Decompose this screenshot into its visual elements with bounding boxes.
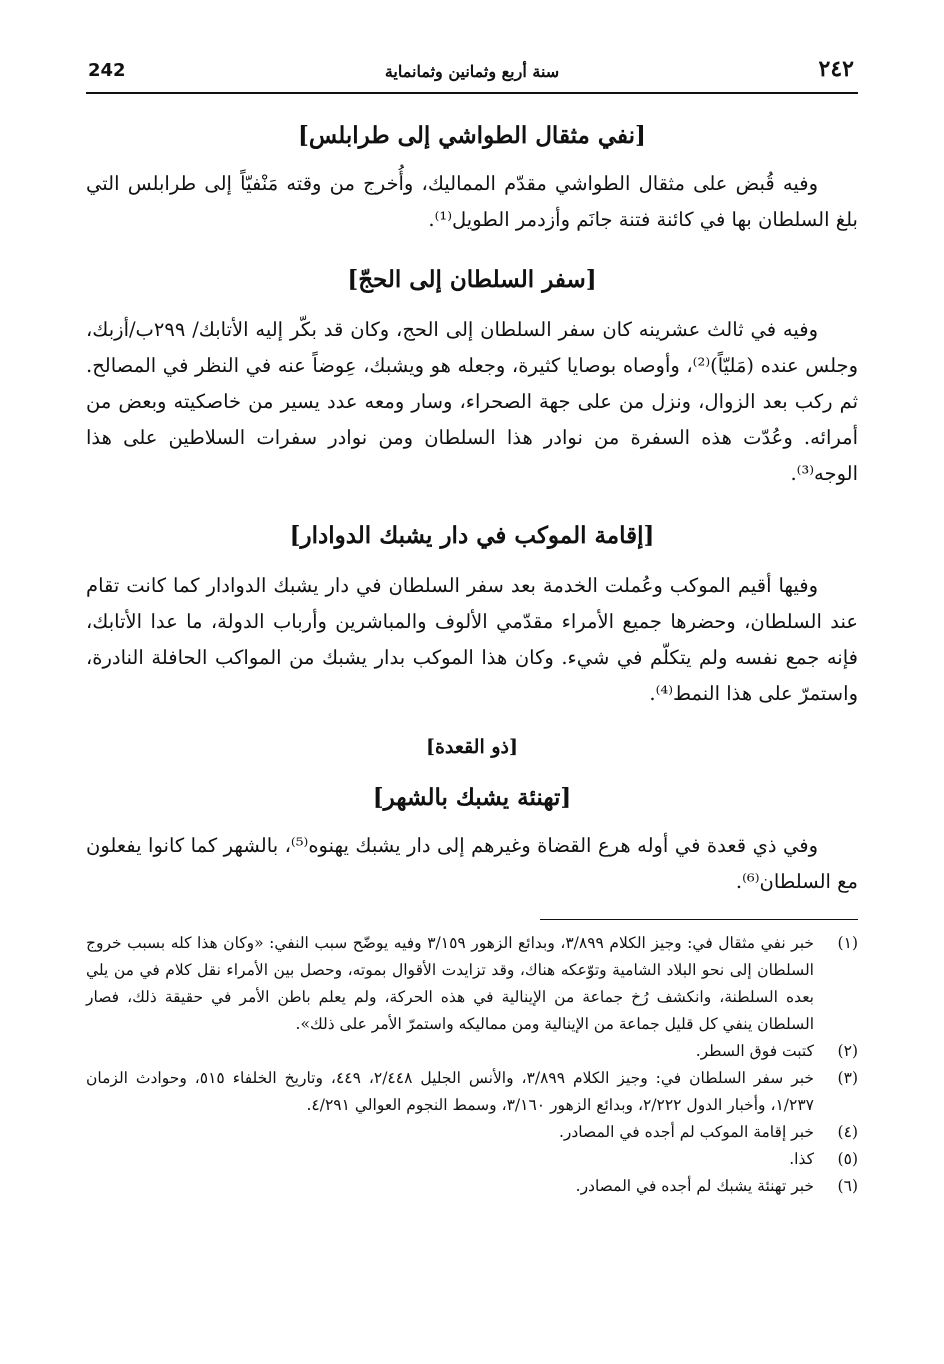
footnote-text: كتبت فوق السطر.	[695, 1042, 814, 1060]
footnote-text: كذا.	[789, 1150, 814, 1168]
section-paragraph: وفيه في ثالث عشرينه كان سفر السلطان إلى الحج، وكان قد بكّر إليه الأتابك/ ٢٩٩ب/أزبك، وجلس عنده (مَليّاً)⁽²⁾، وأوصاه بوصايا كثيرة، وجعله هو ويشبك، عِوضاً عنه في النظر في المصالح. ثم ركب بعد الزوال، ونزل من على جهة الصحراء، وسار ومعه عدد يسير من خاصكيته وبعض من أمرائه. وعُدّت هذه السفرة من نوادر هذا السلطان ومن نوادر سفرات السلاطين على هذا الوجه⁽³⁾.	[86, 318, 859, 485]
footnote	[86, 930, 858, 1038]
footnote-number: (٥)	[837, 1150, 858, 1168]
section-procession	[86, 514, 858, 712]
footnote-text: خبر تهنئة يشبك لم أجده في المصادر.	[575, 1177, 814, 1195]
footnote	[86, 1065, 858, 1119]
running-head	[86, 52, 858, 94]
section-paragraph: وفيه قُبض على مثقال الطواشي مقدّم المماليك، وأُخرج من وقته مَنْفيّاً إلى طرابلس التي بلغ السلطان بها في كائنة فتنة جانَم وأزدمر الطويل⁽¹⁾.	[86, 172, 858, 231]
section-hajj	[86, 258, 858, 492]
footnote	[86, 1119, 858, 1146]
section-congratulation	[86, 778, 858, 900]
footnote-separator	[540, 919, 858, 920]
footnote-text: خبر سفر السلطان في: وجيز الكلام ٣/٨٩٩، والأنس الجليل ٢/٤٤٨، ٤٤٩، وتاريخ الخلفاء ٥١٥، وحوادث الزمان ١/٢٣٧، وأخبار الدول ٢/٢٢٢، وبدائع الزهور ٣/١٦٠، وسمط النجوم العوالي ٤/٢٩١.	[86, 1069, 814, 1114]
footnote-number: (٣)	[837, 1069, 858, 1087]
section-heading: [سفر السلطان إلى الحجّ]	[347, 266, 597, 293]
footnotes	[86, 930, 858, 1200]
footnote-text: خبر إقامة الموكب لم أجده في المصادر.	[558, 1123, 814, 1141]
section-heading: [ذو القعدة]	[425, 736, 518, 758]
footnote	[86, 1146, 858, 1173]
footnote-number: (٤)	[837, 1123, 858, 1141]
page	[86, 52, 858, 1352]
footnote-number: (١)	[837, 934, 858, 952]
section-month	[86, 730, 858, 764]
page-number-latin: 242	[88, 60, 126, 81]
footnote-number: (٢)	[837, 1042, 858, 1060]
footnote	[86, 1038, 858, 1065]
footnote-text: خبر نفي مثقال في: وجيز الكلام ٣/٨٩٩، وبدائع الزهور ٣/١٥٩ وفيه يوضّح سبب النفي: «وكان هذا كله بسبب خروج السلطان إلى نحو البلاد الشامية وتوّعكه هناك، وقد تزايدت الأقوال بموته، وحصل بين الأمراء نقل كلام في من يلي بعده السلطنة، وانكشف رُخ جماعة من الإينالية في هذه الحركة، ولم يعلم باطن الأمر في حقيقة ذلك، فصار السلطان ينفي كل قليل جماعة من الإينالية ومن مماليكه واستمرّ الأمر على ذلك».	[86, 934, 814, 1033]
footnote	[86, 1173, 858, 1200]
section-paragraph: وفيها أقيم الموكب وعُملت الخدمة بعد سفر السلطان في دار يشبك الدوادار كما كانت تقام عند السلطان، وحضرها جميع الأمراء مقدّمي الألوف والمباشرين وأرباب الدولة، ما عدا الأتابك، فإنه جمع نفسه ولم يتكلّم في شيء. وكان هذا الموكب بدار يشبك من المواكب الحافلة النادرة، واستمرّ على هذا النمط⁽⁴⁾.	[86, 574, 858, 705]
section-heading: [إقامة الموكب في دار يشبك الدوادار]	[289, 522, 655, 549]
section-heading: [تهنئة يشبك بالشهر]	[372, 784, 572, 811]
running-title: سنة أربع وثمانين وثمانماية	[384, 62, 560, 81]
section-heading: [نفي مثقال الطواشي إلى طرابلس]	[298, 122, 646, 149]
page-number-arabic: ٢٤٢	[818, 56, 854, 82]
section-paragraph: وفي ذي قعدة في أوله هرع القضاة وغيرهم إلى دار يشبك يهنوه⁽⁵⁾، بالشهر كما كانوا يفعلون مع السلطان⁽⁶⁾.	[86, 834, 858, 893]
footnote-number: (٦)	[837, 1177, 858, 1195]
section-exile	[86, 116, 858, 238]
